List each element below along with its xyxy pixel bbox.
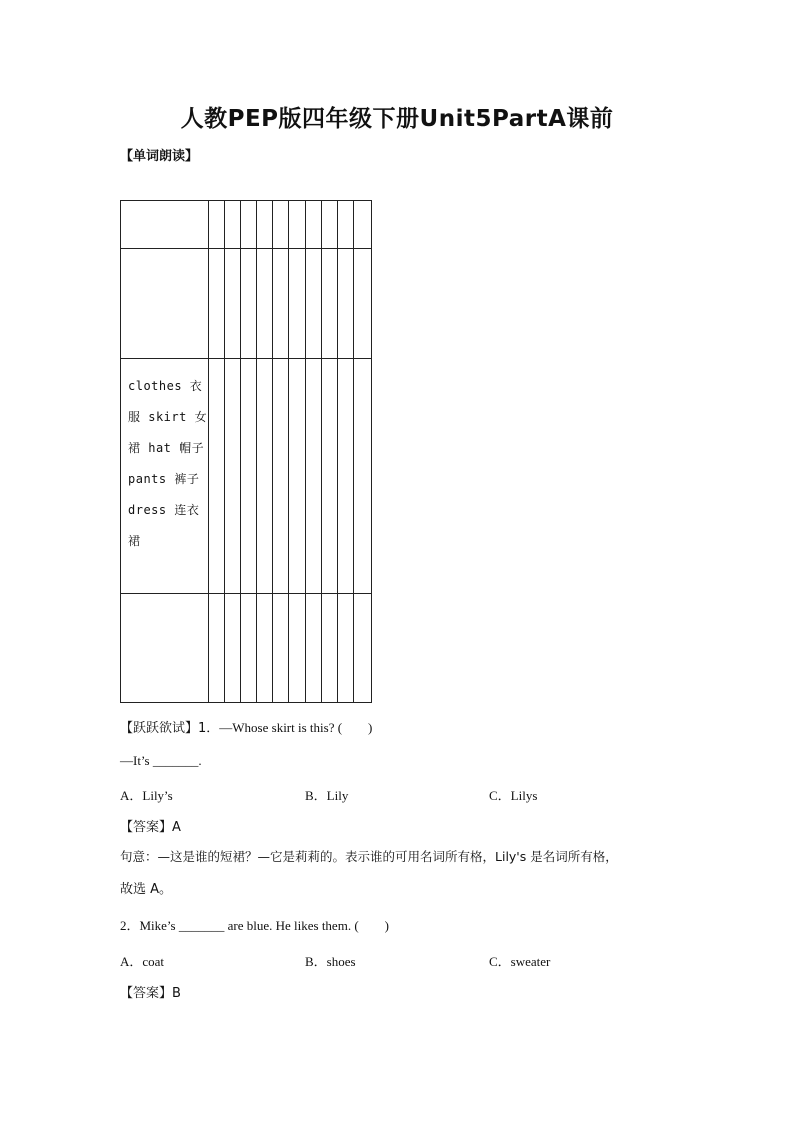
- question-1-reply: —It’s _______.: [120, 753, 202, 768]
- table-column-divider: [240, 201, 241, 702]
- question-2-answer: 【答案】B: [120, 986, 181, 1001]
- table-column-divider: [337, 201, 338, 702]
- question-1-option-a: A．Lily’s: [120, 788, 173, 803]
- question-1-text: —Whose skirt is this? ( ): [219, 720, 373, 735]
- word-reading-heading: 【单词朗读】: [120, 149, 199, 164]
- question-1-explanation: 句意：—这是谁的短裙？—它是莉莉的。表示谁的可用名词所有格，Lily's 是名词所有格，: [120, 849, 618, 864]
- table-column-divider: [208, 201, 209, 702]
- table-row-divider: [121, 248, 371, 249]
- question-1-option-b: B．Lily: [305, 788, 349, 803]
- question-2-option-c: C．sweater: [489, 954, 551, 969]
- table-column-divider: [224, 201, 225, 702]
- question-1-prefix: 【跃跃欲试】1．: [120, 721, 220, 736]
- question-2-text: 2．Mike’s _______ are blue. He likes them. ( ): [120, 918, 389, 933]
- table-row-divider: [121, 358, 371, 359]
- table-row-divider: [121, 593, 371, 594]
- question-1-answer: 【答案】A: [120, 820, 181, 835]
- question-1-line: [120, 717, 372, 736]
- document-title: 人教PEP版四年级下册Unit5PartA课前: [180, 106, 614, 132]
- table-column-divider: [353, 201, 354, 702]
- question-2-option-a: A．coat: [120, 954, 165, 969]
- question-1-option-c: C．Lilys: [489, 788, 538, 803]
- table-column-divider: [321, 201, 322, 702]
- table-column-divider: [272, 201, 273, 702]
- vocabulary-words: clothes 衣服 skirt 女裙 hat 帽子 pants 裤子 dress 连衣裙: [128, 379, 208, 548]
- question-1-explanation-continued: 故选 A。: [120, 882, 173, 897]
- table-column-divider: [256, 201, 257, 702]
- table-column-divider: [305, 201, 306, 702]
- question-2-option-b: B．shoes: [305, 954, 356, 969]
- table-column-divider: [288, 201, 289, 702]
- word-reading-table: [120, 200, 372, 703]
